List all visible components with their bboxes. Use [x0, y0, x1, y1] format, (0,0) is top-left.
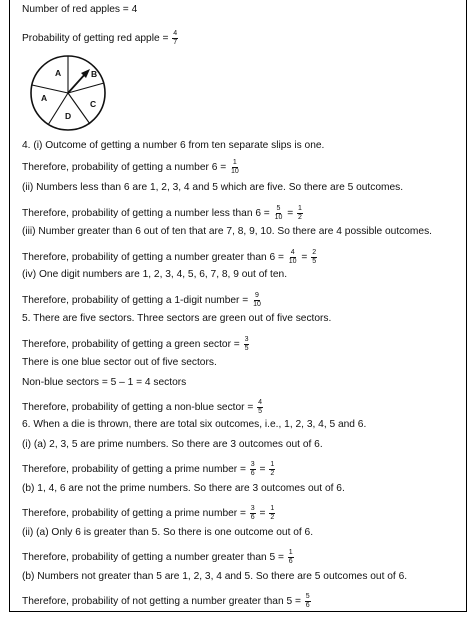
text-line: (iii) Number greater than 6 out of ten that are 7, 8, 9, 10. So there are 4 possible outcomes. [22, 226, 432, 237]
fraction: $\frac{1}{2}$ [270, 461, 275, 477]
text-line: (b) 1, 4, 6 are not the prime numbers. So there are 3 outcomes out of 6. [22, 483, 345, 494]
text-line: Therefore, probability of getting a non-blue sector = $\frac{4}{5}$ [22, 399, 263, 415]
fraction: $\frac{4}{7}$ [173, 30, 178, 46]
fraction: $\frac{1}{2}$ [298, 205, 302, 221]
fraction: $\frac{1}{6}$ [288, 549, 293, 565]
text-line: 4. (i) Outcome of getting a number 6 from ten separate slips is one. [22, 140, 325, 151]
fraction: $\frac{4}{10}$ [288, 249, 297, 265]
text-line: (iv) One digit numbers are 1, 2, 3, 4, 5, 6, 7, 8, 9 out of ten. [22, 269, 288, 280]
text-line: Therefore, probability of getting a prime number = $\frac{3}{6}$ = $\frac{1}{2}$ [22, 505, 275, 521]
text-line: Number of red apples = 4 [22, 4, 138, 15]
sector-label-c: C [90, 99, 97, 109]
document-page [9, 0, 467, 612]
text-line: Therefore, probability of getting a green sector = $\frac{3}{5}$ [22, 336, 249, 352]
text-line: (b) Numbers not greater than 5 are 1, 2, 3, 4 and 5. So there are 5 outcomes out of 6. [22, 571, 408, 582]
sector-label-b: B [91, 69, 98, 79]
sector-label-d: D [65, 111, 72, 121]
text-line: (ii) (a) Only 6 is greater than 5. So there is one outcome out of 6. [22, 527, 314, 538]
text-line: There is one blue sector out of five sectors. [22, 357, 217, 368]
text-line: (ii) Numbers less than 6 are 1, 2, 3, 4 and 5 which are five. So there are 5 outcomes. [22, 182, 404, 193]
text-line: Therefore, probability of getting a number less than 6 = $\frac{5}{10}$ = $\frac{1}{2}$ [22, 205, 302, 221]
text-line: Therefore, probability of getting a 1-digit number = $\frac{9}{10}$ [22, 292, 261, 308]
text-line: Therefore, probability of getting a number greater than 5 = $\frac{1}{6}$ [22, 549, 293, 565]
fraction: $\frac{3}{6}$ [250, 461, 255, 477]
fraction: $\frac{3}{6}$ [250, 505, 255, 521]
text-line: Therefore, probability of getting a prime number = $\frac{3}{6}$ = $\frac{1}{2}$ [22, 461, 275, 477]
fraction: $\frac{5}{6}$ [305, 593, 310, 609]
fraction: $\frac{1}{10}$ [230, 159, 239, 175]
text-line: Therefore, probability of not getting a number greater than 5 = $\frac{5}{6}$ [22, 593, 310, 609]
sector-label-a: A [41, 93, 48, 103]
spinner-wheel [28, 53, 108, 133]
text-line: Therefore, probability of getting a number greater than 6 = $\frac{4}{10}$ = $\frac{2}{5}$ [22, 249, 317, 265]
fraction: $\frac{5}{10}$ [274, 205, 283, 221]
text-line: (i) (a) 2, 3, 5 are prime numbers. So there are 3 outcomes out of 6. [22, 439, 323, 450]
fraction: $\frac{3}{5}$ [244, 336, 249, 352]
text-line: 5. There are five sectors. Three sectors are green out of five sectors. [22, 313, 332, 324]
text-line: Non-blue sectors = 5 – 1 = 4 sectors [22, 377, 187, 388]
text-line: 6. When a die is thrown, there are total six outcomes, i.e., 1, 2, 3, 4, 5 and 6. [22, 419, 367, 430]
fraction: $\frac{2}{5}$ [312, 249, 317, 265]
text-line: Therefore, probability of getting a number 6 = $\frac{1}{10}$ [22, 159, 239, 175]
text-line: Probability of getting red apple = $\frac{4}{7}$ [22, 30, 178, 46]
sector-label-a: A [55, 68, 62, 78]
fraction: $\frac{9}{10}$ [253, 292, 261, 308]
fraction: $\frac{1}{2}$ [270, 505, 275, 521]
fraction: $\frac{4}{5}$ [258, 399, 263, 415]
